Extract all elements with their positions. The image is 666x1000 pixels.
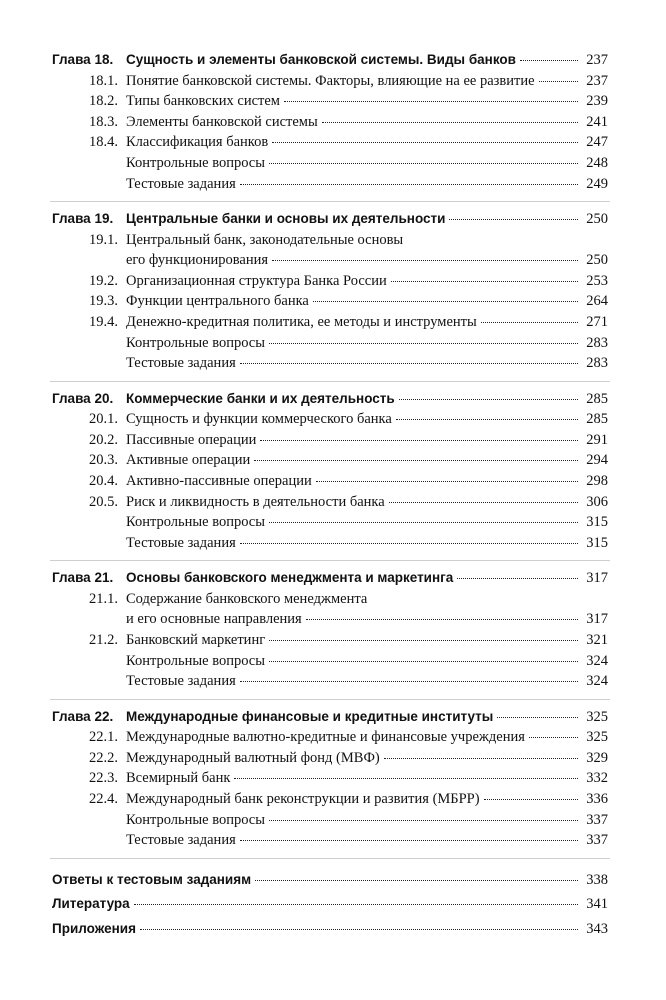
dot-leader xyxy=(260,440,578,441)
dot-leader xyxy=(269,343,578,344)
page-number: 317 xyxy=(586,611,608,628)
dot-leader xyxy=(284,101,578,102)
section-entry[interactable] xyxy=(84,611,608,628)
section-title: Тестовые задания xyxy=(126,355,236,372)
chapter-title: Центральные банки и основы их деятельности xyxy=(126,211,446,226)
dot-leader xyxy=(254,460,578,461)
section-number: 19.1. xyxy=(89,231,118,248)
dot-leader xyxy=(240,543,578,544)
section-entry[interactable] xyxy=(84,114,608,131)
chapter-divider xyxy=(50,381,610,382)
section-title: Денежно-кредитная политика, ее методы и инструменты xyxy=(126,314,477,330)
section-number: 22.2. xyxy=(89,749,118,766)
page-number: 298 xyxy=(586,473,608,489)
section-number: 22.3. xyxy=(89,770,118,787)
chapter-heading[interactable] xyxy=(52,211,608,228)
page-number: 264 xyxy=(586,293,608,310)
dot-leader xyxy=(269,661,578,662)
section-entry[interactable] xyxy=(84,673,608,690)
dot-leader xyxy=(391,281,578,282)
section-entry[interactable] xyxy=(84,335,608,352)
dot-leader xyxy=(481,322,578,323)
page-number: 324 xyxy=(586,673,608,690)
dot-leader xyxy=(484,799,578,800)
dot-leader xyxy=(269,522,578,523)
section-title: Контрольные вопросы xyxy=(126,514,265,531)
section-entry[interactable] xyxy=(84,812,608,829)
dot-leader xyxy=(539,81,578,82)
dot-leader xyxy=(240,184,578,185)
section-entry[interactable] xyxy=(84,452,608,469)
chapter-heading[interactable] xyxy=(52,52,608,69)
back-matter-title: Приложения xyxy=(52,920,136,936)
dot-leader xyxy=(457,578,578,579)
section-entry[interactable] xyxy=(84,252,608,269)
section-entry-continued xyxy=(84,232,608,249)
section-entry-continued xyxy=(84,591,608,608)
section-title: Понятие банковской системы. Факторы, влияющие на ее развитие xyxy=(126,72,535,89)
section-title: Тестовые задания xyxy=(126,832,236,849)
dot-leader xyxy=(497,717,578,718)
section-title: Риск и ликвидность в деятельности банка xyxy=(126,493,385,510)
dot-leader xyxy=(240,681,578,682)
page-number: 248 xyxy=(586,155,608,171)
dot-leader xyxy=(322,122,578,123)
section-title: Сущность и функции коммерческого банка xyxy=(126,411,392,428)
dot-leader xyxy=(269,640,578,641)
section-title: Функции центрального банка xyxy=(126,293,309,310)
section-entry[interactable] xyxy=(84,653,608,670)
section-entry[interactable] xyxy=(84,791,608,808)
page-number: 336 xyxy=(586,791,608,807)
page-number: 315 xyxy=(586,534,608,551)
section-entry[interactable] xyxy=(84,155,608,172)
dot-leader xyxy=(255,880,578,881)
chapter-label: Глава 22. xyxy=(52,708,114,724)
section-entry[interactable] xyxy=(84,314,608,331)
chapter-divider xyxy=(50,201,610,202)
dot-leader xyxy=(449,219,578,220)
section-number: 18.1. xyxy=(89,72,118,89)
section-title: Банковский маркетинг xyxy=(126,632,266,648)
section-entry[interactable] xyxy=(84,411,608,428)
page-number: 337 xyxy=(586,832,608,849)
section-entry[interactable] xyxy=(84,176,608,193)
page-number: 250 xyxy=(586,252,608,269)
page-number: 329 xyxy=(586,749,608,766)
dot-leader xyxy=(269,163,578,164)
section-title: Активно-пассивные операции xyxy=(126,473,312,489)
dot-leader xyxy=(234,778,578,779)
section-title: Организационная структура Банка России xyxy=(126,272,387,289)
section-title: Международный валютный фонд (МВФ) xyxy=(126,749,380,766)
section-number: 19.3. xyxy=(89,293,118,310)
back-matter-title: Литература xyxy=(52,896,130,912)
back-matter-entry[interactable] xyxy=(52,896,608,913)
section-entry[interactable] xyxy=(84,494,608,511)
page-number: 249 xyxy=(586,175,608,192)
section-number: 20.5. xyxy=(89,493,118,510)
section-number: 19.2. xyxy=(89,272,118,289)
dot-leader xyxy=(399,399,578,400)
chapter-label: Глава 21. xyxy=(52,570,114,586)
dot-leader xyxy=(272,142,578,143)
section-number: 21.2. xyxy=(89,632,118,648)
page-number: 324 xyxy=(586,652,608,669)
section-entry[interactable] xyxy=(84,355,608,372)
chapter-label: Глава 20. xyxy=(52,390,114,406)
page-number: 283 xyxy=(586,334,608,351)
chapter-heading[interactable] xyxy=(52,709,608,726)
section-number: 20.3. xyxy=(89,452,118,469)
section-entry[interactable] xyxy=(84,134,608,151)
dot-leader xyxy=(140,929,578,930)
dot-leader xyxy=(240,840,578,841)
dot-leader xyxy=(313,301,578,302)
section-title: Активные операции xyxy=(126,452,251,469)
dot-leader xyxy=(316,481,578,482)
page-number: 283 xyxy=(586,355,608,372)
page-number: 325 xyxy=(586,708,608,725)
section-number: 20.2. xyxy=(89,431,118,448)
back-matter-entry[interactable] xyxy=(52,872,608,889)
page-number: 315 xyxy=(586,514,608,531)
section-title: Международные валютно-кредитные и финансовые учреждения xyxy=(126,729,525,746)
section-title: Классификация банков xyxy=(126,134,269,151)
chapter-label: Глава 18. xyxy=(52,52,114,67)
section-title: Тестовые задания xyxy=(126,175,236,192)
section-title: и его основные направления xyxy=(126,611,302,628)
page-number: 237 xyxy=(586,72,608,89)
chapter-divider xyxy=(50,560,610,561)
section-title: Центральный банк, законодательные основы xyxy=(126,231,404,248)
section-number: 22.1. xyxy=(89,729,118,746)
section-title: Всемирный банк xyxy=(126,770,231,787)
page-number: 332 xyxy=(586,770,608,787)
back-matter-title: Ответы к тестовым заданиям xyxy=(52,871,252,887)
chapter-heading[interactable] xyxy=(52,391,608,408)
section-title: Содержание банковского менеджмента xyxy=(126,590,368,607)
section-title: Контрольные вопросы xyxy=(126,652,265,669)
chapter-heading[interactable] xyxy=(52,570,608,587)
dot-leader xyxy=(384,758,578,759)
dot-leader xyxy=(529,737,578,738)
chapter-label: Глава 19. xyxy=(52,211,114,226)
chapter-divider xyxy=(50,699,610,700)
chapter-divider xyxy=(50,858,610,859)
page-number: 321 xyxy=(586,632,608,648)
page-number: 271 xyxy=(586,314,608,330)
page-number: 343 xyxy=(586,920,608,937)
page-number: 294 xyxy=(586,452,608,469)
page-number: 253 xyxy=(586,272,608,289)
page-number: 317 xyxy=(586,570,608,587)
chapter-title: Международные финансовые и кредитные институты xyxy=(126,708,494,724)
chapter-title: Коммерческие банки и их деятельность xyxy=(126,390,395,406)
page-number: 338 xyxy=(586,871,608,888)
page-number: 247 xyxy=(586,134,608,151)
section-entry[interactable] xyxy=(84,514,608,531)
chapter-title: Основы банковского менеджмента и маркетинга xyxy=(126,570,454,586)
page-number: 291 xyxy=(586,431,608,448)
section-title: его функционирования xyxy=(126,252,269,269)
section-title: Пассивные операции xyxy=(126,431,257,448)
dot-leader xyxy=(240,363,578,364)
section-number: 20.4. xyxy=(89,473,118,489)
section-entry[interactable] xyxy=(84,632,608,649)
page-number: 241 xyxy=(586,113,608,130)
section-title: Тестовые задания xyxy=(126,534,236,551)
section-title: Тестовые задания xyxy=(126,673,236,690)
section-entry[interactable] xyxy=(84,273,608,290)
page-number: 250 xyxy=(586,211,608,227)
section-entry[interactable] xyxy=(84,729,608,746)
page-number: 285 xyxy=(586,390,608,407)
back-matter-entry[interactable] xyxy=(52,921,608,938)
dot-leader xyxy=(272,260,578,261)
page-number: 337 xyxy=(586,811,608,828)
section-number: 18.4. xyxy=(89,134,118,151)
section-number: 20.1. xyxy=(89,411,118,428)
section-entry[interactable] xyxy=(84,73,608,90)
section-title: Элементы банковской системы xyxy=(126,113,318,130)
section-entry[interactable] xyxy=(84,293,608,310)
section-number: 18.2. xyxy=(89,93,118,110)
dot-leader xyxy=(396,419,578,420)
dot-leader xyxy=(520,60,578,61)
section-number: 18.3. xyxy=(89,113,118,130)
section-title: Международный банк реконструкции и развития (МБРР) xyxy=(126,791,480,807)
dot-leader xyxy=(389,502,578,503)
page-number: 306 xyxy=(586,493,608,510)
section-number: 22.4. xyxy=(89,791,118,807)
section-entry[interactable] xyxy=(84,750,608,767)
dot-leader xyxy=(306,619,578,620)
section-entry[interactable] xyxy=(84,535,608,552)
section-title: Типы банковских систем xyxy=(126,93,280,110)
section-entry[interactable] xyxy=(84,93,608,110)
page-number: 341 xyxy=(586,896,608,913)
page-number: 237 xyxy=(586,52,608,68)
section-number: 19.4. xyxy=(89,314,118,330)
section-title: Контрольные вопросы xyxy=(126,155,265,171)
chapter-title: Сущность и элементы банковской системы. Виды банков xyxy=(126,52,516,67)
section-entry[interactable] xyxy=(84,432,608,449)
page-number: 325 xyxy=(586,729,608,746)
section-title: Контрольные вопросы xyxy=(126,811,265,828)
page-number: 285 xyxy=(586,411,608,428)
section-entry[interactable] xyxy=(84,832,608,849)
page-number: 239 xyxy=(586,93,608,110)
dot-leader xyxy=(269,820,578,821)
dot-leader xyxy=(134,904,578,905)
section-entry[interactable] xyxy=(84,473,608,490)
section-title: Контрольные вопросы xyxy=(126,334,265,351)
section-entry[interactable] xyxy=(84,770,608,787)
section-number: 21.1. xyxy=(89,590,118,607)
